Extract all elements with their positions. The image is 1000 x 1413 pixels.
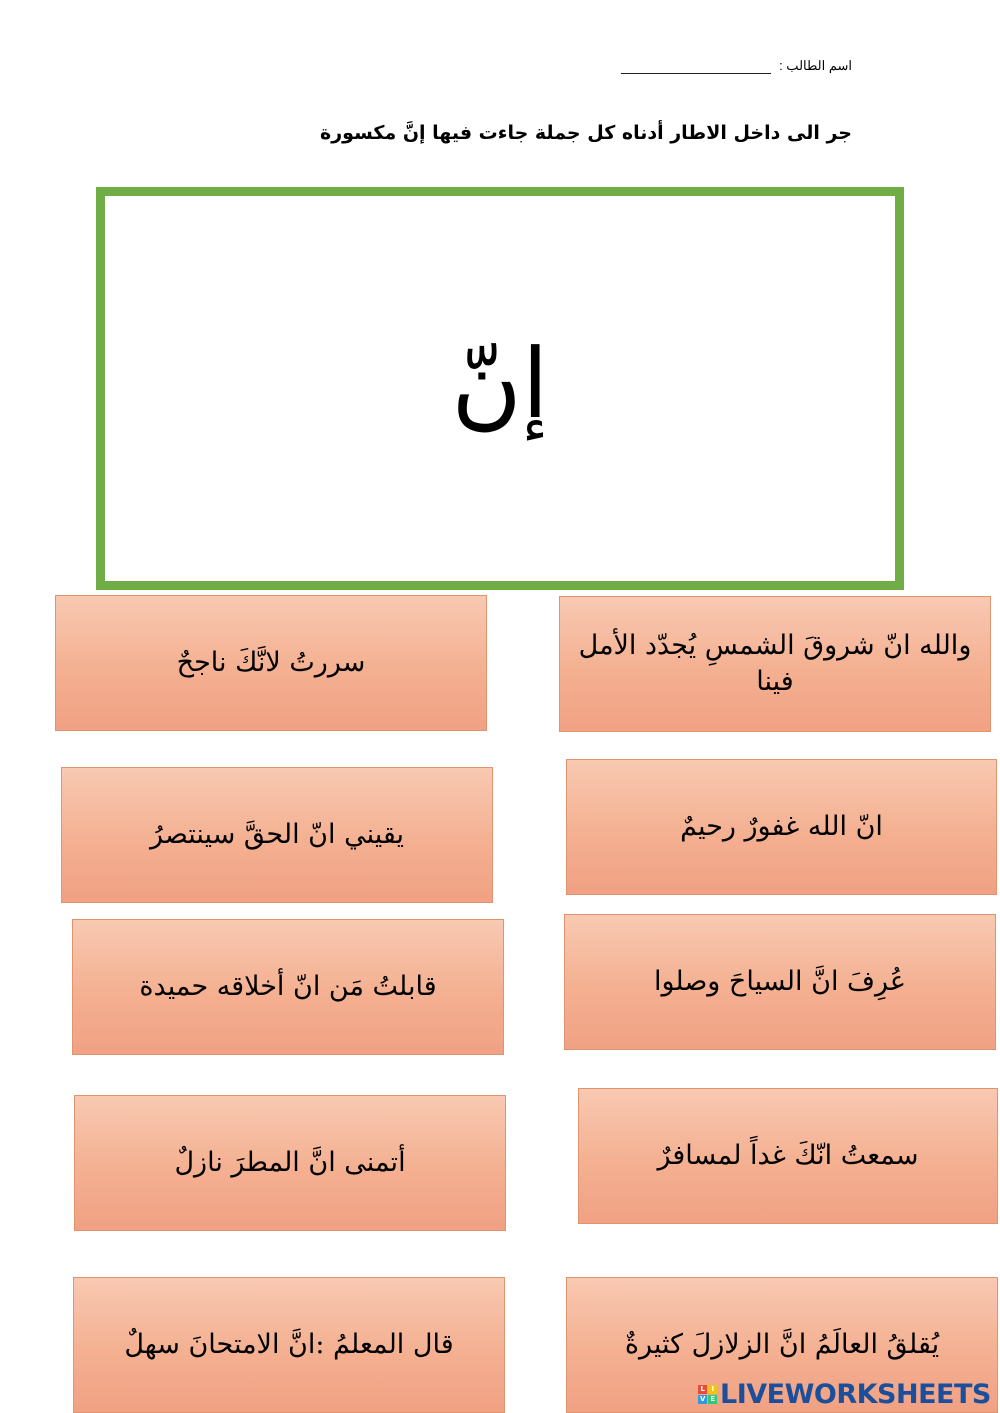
- liveworksheets-logo: [698, 1378, 998, 1410]
- draggable-card[interactable]: أتمنى انَّ المطرَ نازلٌ: [74, 1095, 506, 1231]
- student-name-label: اسم الطالب :: [779, 58, 852, 73]
- drop-zone-word: إنّ: [451, 327, 549, 440]
- instruction-text: جر الى داخل الاطار أدناه كل جملة جاءت فيها إنَّ مكسورة: [320, 122, 852, 144]
- draggable-card[interactable]: يقيني انّ الحقَّ سينتصرُ: [61, 767, 493, 903]
- logo-mark-icon: L I V E: [698, 1385, 717, 1404]
- draggable-card[interactable]: يُقلقُ العالَمُ انَّ الزلازلَ كثيرةٌ: [566, 1277, 998, 1413]
- drop-zone[interactable]: [96, 187, 904, 590]
- draggable-card[interactable]: قال المعلمُ :انَّ الامتحانَ سهلٌ: [73, 1277, 505, 1413]
- draggable-card[interactable]: انّ الله غفورٌ رحيمٌ: [566, 759, 997, 895]
- logo-text: LIVEWORKSHEETS: [720, 1378, 991, 1410]
- draggable-card[interactable]: عُرِفَ انَّ السياحَ وصلوا: [564, 914, 996, 1050]
- student-name-field: [612, 58, 852, 74]
- student-name-line: [621, 61, 771, 74]
- draggable-card[interactable]: سمعتُ انّكَ غداً لمسافرٌ: [578, 1088, 998, 1224]
- draggable-card[interactable]: قابلتُ مَن انّ أخلاقه حميدة: [72, 919, 504, 1055]
- draggable-card[interactable]: سررتُ لانَّكَ ناجحٌ: [55, 595, 487, 731]
- draggable-card[interactable]: والله انّ شروقَ الشمسِ يُجدّد الأمل فينا: [559, 596, 991, 732]
